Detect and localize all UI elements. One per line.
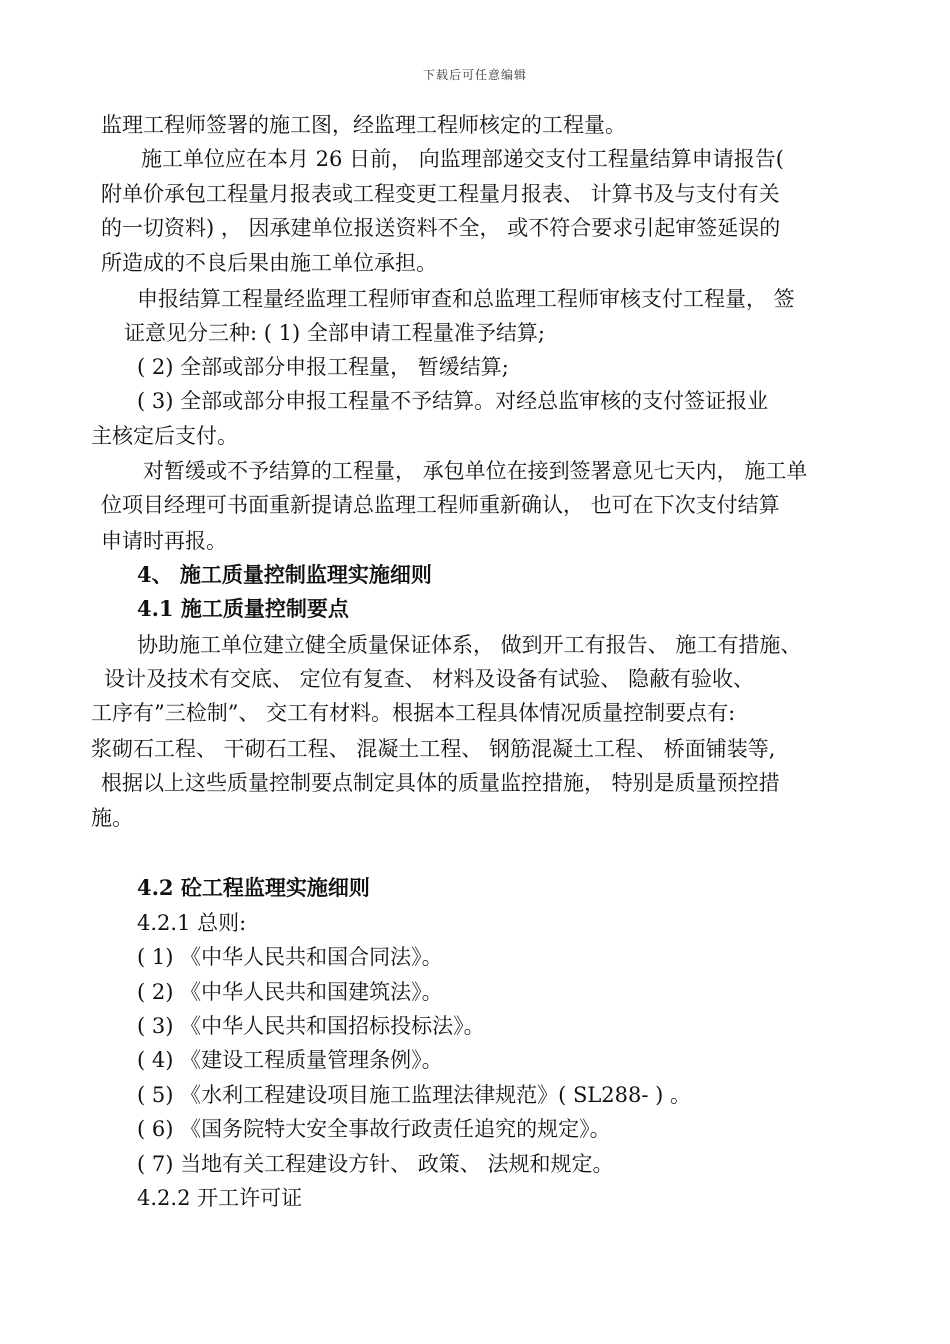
paragraph-line: 位项目经理可书面重新提请总监理工程师重新确认， 也可在下次支付结算 (101, 493, 780, 517)
paragraph-line: 证意见分三种: ( 1) 全部申请工程量准予结算; (124, 321, 545, 345)
page-header: 下载后可任意编辑 (422, 68, 527, 82)
paragraph-line: 施工单位应在本月 26 日前， 向监理部递交支付工程量结算申请报告( (141, 147, 784, 171)
list-item: ( 2) 《中华人民共和国建筑法》。 (137, 980, 443, 1004)
paragraph-line: 对暂缓或不予结算的工程量， 承包单位在接到签署意见七天内， 施工单 (143, 459, 808, 483)
paragraph-line: 协助施工单位建立健全质量保证体系， 做到开工有报告、 施工有措施、 (137, 633, 802, 657)
list-item: ( 1) 《中华人民共和国合同法》。 (137, 945, 443, 969)
paragraph-line: 申报结算工程量经监理工程师审查和总监理工程师审核支付工程量， 签 (137, 287, 795, 311)
paragraph-line: 根据以上这些质量控制要点制定具体的质量监控措施， 特别是质量预控措 (101, 771, 780, 795)
list-item: ( 2) 全部或部分申报工程量， 暂缓结算; (137, 355, 509, 379)
list-item: ( 6) 《国务院特大安全事故行政责任追究的规定》。 (137, 1117, 611, 1141)
paragraph-line: 浆砌石工程、 干砌石工程、 混凝土工程、 钢筋混凝土工程、 桥面铺装等, (91, 737, 776, 761)
paragraph-line: 设计及技术有交底、 定位有复查、 材料及设备有试验、 隐蔽有验收、 (104, 667, 755, 691)
subsection-heading: 4.1 施工质量控制要点 (137, 596, 349, 621)
list-item: ( 3) 《中华人民共和国招标投标法》。 (137, 1014, 485, 1038)
paragraph-line: 的一切资料) ， 因承建单位报送资料不全， 或不符合要求引起审签延误的 (101, 216, 781, 240)
paragraph-line: 主核定后支付。 (91, 424, 238, 448)
subsubsection-heading: 4.2.2 开工许可证 (137, 1186, 303, 1210)
list-item: ( 3) 全部或部分申报工程量不予结算。对经总监审核的支付签证报业 (137, 389, 769, 413)
paragraph-line: 工序有”三检制”、 交工有材料。根据本工程具体情况质量控制要点有: (91, 701, 736, 725)
paragraph-line: 监理工程师签署的施工图，经监理工程师核定的工程量。 (101, 113, 626, 137)
paragraph-line: 申请时再报。 (101, 529, 227, 553)
paragraph-line: 所造成的不良后果由施工单位承担。 (101, 251, 437, 275)
subsubsection-heading: 4.2.1 总则: (137, 911, 247, 935)
paragraph-line: 施。 (91, 806, 133, 830)
list-item: ( 5) 《水利工程建设项目施工监理法律规范》( SL288- ) 。 (137, 1083, 692, 1107)
list-item: ( 4) 《建设工程质量管理条例》。 (137, 1048, 443, 1072)
subsection-heading: 4.2 砼工程监理实施细则 (137, 875, 370, 900)
paragraph-line: 附单价承包工程量月报表或工程变更工程量月报表、 计算书及与支付有关 (101, 182, 780, 206)
list-item: ( 7) 当地有关工程建设方针、 政策、 法规和规定。 (137, 1152, 614, 1176)
section-heading: 4、 施工质量控制监理实施细则 (137, 562, 432, 587)
